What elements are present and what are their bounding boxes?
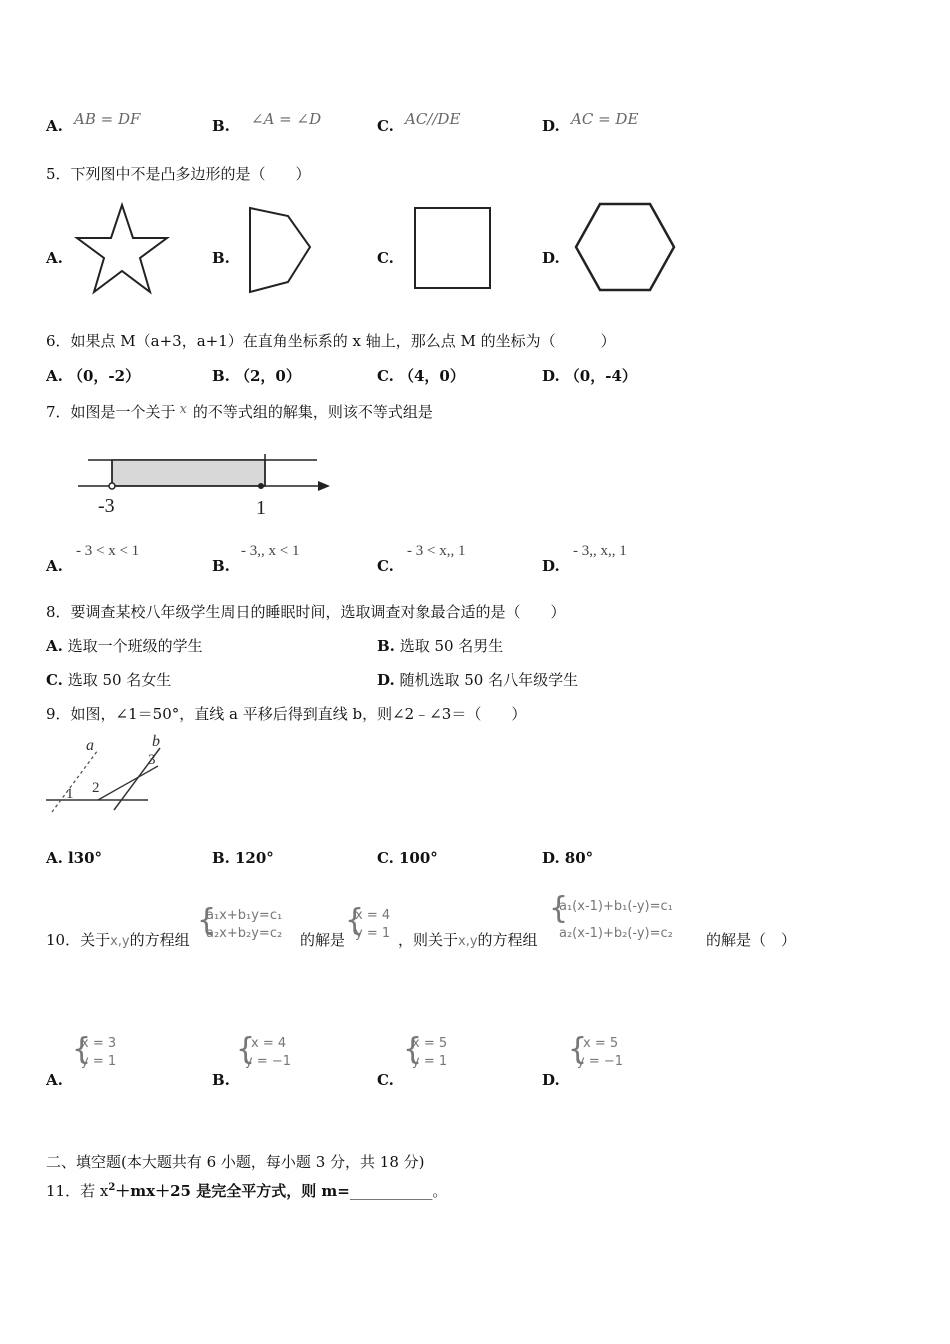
q10-p5: 的方程组	[477, 931, 538, 949]
q8-option-c-value: 选取 50 名女生	[67, 671, 172, 689]
q5-option-b-letter: B.	[212, 249, 230, 267]
q10-option-d-letter: D.	[542, 1071, 560, 1089]
q5-text: 5．下列图中不是凸多边形的是（ ）	[46, 165, 311, 183]
q10-part4	[398, 930, 538, 951]
q10-option-c-y: y = 1	[412, 1054, 448, 1069]
q9-label-3: 3	[148, 752, 156, 768]
q4-option-d-letter: D.	[542, 117, 560, 135]
section2-title: 二、填空题(本大题共有 6 小题，每小题 3 分，共 18 分)	[46, 1153, 425, 1171]
q9-label-a: a	[86, 737, 94, 754]
q9-option-c-value: 100°	[399, 849, 438, 867]
q8-option-d-value: 随机选取 50 名八年级学生	[399, 671, 579, 689]
q10-xy-2: x,y	[458, 934, 478, 949]
q7-text	[46, 400, 433, 422]
q7-text-before: 7．如图是一个关于	[46, 403, 176, 421]
q11-sup: 2	[108, 1182, 116, 1193]
q10-option-c-x: x = 5	[412, 1036, 448, 1051]
q6-option-c	[377, 366, 465, 386]
q8-option-d-letter: D.	[377, 671, 395, 689]
q10-sys2-eq1: a₁(x-1)+b₁(-y)=c₁	[559, 899, 673, 914]
q8-option-c-letter: C.	[46, 671, 63, 689]
q5-option-a-letter: A.	[46, 249, 63, 267]
q6-option-d-letter: D.	[542, 367, 560, 385]
q10-sys1-eq1: a₁x+b₁y=c₁	[206, 908, 283, 923]
q7-option-a-expr: - 3 < x < 1	[76, 543, 140, 559]
q7-option-c-expr: - 3 < x,, 1	[407, 543, 466, 559]
q9-option-a-value: l30°	[67, 849, 103, 867]
q10-p1: 10．关于	[46, 931, 111, 949]
q9-option-c	[377, 848, 438, 868]
q8-option-a	[46, 636, 203, 656]
q8-option-b-letter: B.	[377, 637, 395, 655]
q6-option-d-value: （0，-4）	[564, 367, 637, 385]
q7-option-c-letter: C.	[377, 557, 394, 575]
q10-option-b-solution	[245, 1035, 291, 1071]
q4-option-a-expr: AB = DF	[74, 110, 141, 128]
q9-text: 9．如图，∠1＝50°，直线 a 平移后得到直线 b，则∠2﹣∠3＝（ ）	[46, 705, 527, 723]
q6-text: 6．如果点 M（a+3，a+1）在直角坐标系的 x 轴上，那么点 M 的坐标为（ ）	[46, 332, 616, 350]
q6-option-b-value: （2，0）	[235, 367, 301, 385]
q10-option-d-solution	[577, 1035, 623, 1071]
q6-option-b-letter: B.	[212, 367, 230, 385]
q6-option-c-value: （4，0）	[399, 367, 465, 385]
q7-text-after: 的不等式组的解集，则该不等式组是	[192, 403, 433, 421]
q8-option-b-value: 选取 50 名男生	[399, 637, 504, 655]
q10-option-d-y: y = −1	[577, 1054, 624, 1069]
q9-option-b-value: 120°	[235, 849, 274, 867]
q10-option-a-x: x = 3	[81, 1036, 117, 1051]
q6-option-b	[212, 366, 301, 386]
q10-sys1-eq2: a₂x+b₂y=c₂	[206, 926, 283, 941]
q11-text	[46, 1178, 447, 1201]
q9-option-c-letter: C.	[377, 849, 394, 867]
q5-square-figure	[410, 204, 496, 292]
q10-option-b-letter: B.	[212, 1071, 230, 1089]
q9-label-2: 2	[92, 780, 100, 796]
q10-xy-1: x,y	[110, 934, 130, 949]
q10-sol-x: x = 4	[355, 908, 391, 923]
q4-option-b-letter: B.	[212, 117, 230, 135]
q7-option-a-letter: A.	[46, 557, 63, 575]
q6-option-c-letter: C.	[377, 367, 394, 385]
q5-option-c-letter: C.	[377, 249, 394, 267]
q10-option-c-letter: C.	[377, 1071, 394, 1089]
q7-var: x	[179, 402, 187, 417]
q9-option-d	[542, 848, 593, 868]
q4-option-d-expr: AC = DE	[571, 110, 639, 128]
q10-option-b-x: x = 4	[251, 1036, 287, 1051]
q10-sys2-eq2: a₂(x-1)+b₂(-y)=c₂	[559, 926, 673, 941]
q7-number-line-figure	[72, 440, 342, 520]
q5-star-figure	[72, 200, 172, 298]
q4-option-a-letter: A.	[46, 117, 63, 135]
q9-label-1: 1	[66, 786, 74, 802]
q10-given-solution	[355, 907, 390, 943]
q10-p3: 的解是	[300, 931, 346, 949]
q10-option-a-solution	[81, 1035, 116, 1071]
q7-option-b-expr: - 3,, x < 1	[241, 543, 300, 559]
q8-option-b	[377, 636, 503, 656]
q6-option-a	[46, 366, 140, 386]
q10-p4: ，则关于	[398, 931, 459, 949]
q10-p6: 的解是（ ）	[706, 931, 797, 949]
q9-option-b	[212, 848, 274, 868]
q8-option-a-letter: A.	[46, 637, 63, 655]
q9-option-b-letter: B.	[212, 849, 230, 867]
q9-label-b: b	[152, 734, 160, 750]
q10-p2: 的方程组	[129, 931, 190, 949]
q4-option-b-expr: ∠A = ∠D	[251, 110, 322, 128]
q7-option-b-letter: B.	[212, 557, 230, 575]
q7-label-1: 1	[256, 497, 266, 519]
q10-option-b-y: y = −1	[245, 1054, 292, 1069]
q10-option-c-solution	[412, 1035, 447, 1071]
q9-option-a-letter: A.	[46, 849, 63, 867]
q11-p1: 11．若 x	[46, 1182, 109, 1200]
q7-label-minus3: -3	[98, 495, 115, 517]
q8-option-c	[46, 670, 171, 690]
q9-option-d-value: 80°	[564, 849, 594, 867]
q5-pentagon-figure	[244, 204, 316, 296]
q5-option-d-letter: D.	[542, 249, 560, 267]
q10-option-a-y: y = 1	[81, 1054, 117, 1069]
q9-parallel-lines-figure	[40, 734, 170, 818]
q6-option-d	[542, 366, 637, 386]
q5-hexagon-figure	[570, 200, 680, 294]
q9-option-a	[46, 848, 102, 868]
q10-system1	[206, 907, 282, 943]
q6-option-a-letter: A.	[46, 367, 63, 385]
q10-option-d-x: x = 5	[583, 1036, 619, 1051]
q7-option-d-letter: D.	[542, 557, 560, 575]
q8-option-a-value: 选取一个班级的学生	[67, 637, 203, 655]
q8-option-d	[377, 670, 578, 690]
q10-option-a-letter: A.	[46, 1071, 63, 1089]
q10-system2	[559, 893, 673, 947]
q9-option-d-letter: D.	[542, 849, 560, 867]
q8-text: 8．要调查某校八年级学生周日的睡眠时间，选取调查对象最合适的是（ ）	[46, 603, 566, 621]
q11-p2: ＋mx＋25 是完全平方式，则 m=	[115, 1182, 350, 1200]
q10-sol-y: y = 1	[355, 926, 391, 941]
q10-part1	[46, 930, 190, 951]
q11-p3: 。	[432, 1182, 448, 1200]
q11-blank: ___________	[349, 1182, 433, 1200]
q4-option-c-letter: C.	[377, 117, 394, 135]
q4-option-c-expr: AC//DE	[405, 110, 461, 128]
q7-option-d-expr: - 3,, x,, 1	[573, 543, 627, 559]
q6-option-a-value: （0，-2）	[67, 367, 141, 385]
